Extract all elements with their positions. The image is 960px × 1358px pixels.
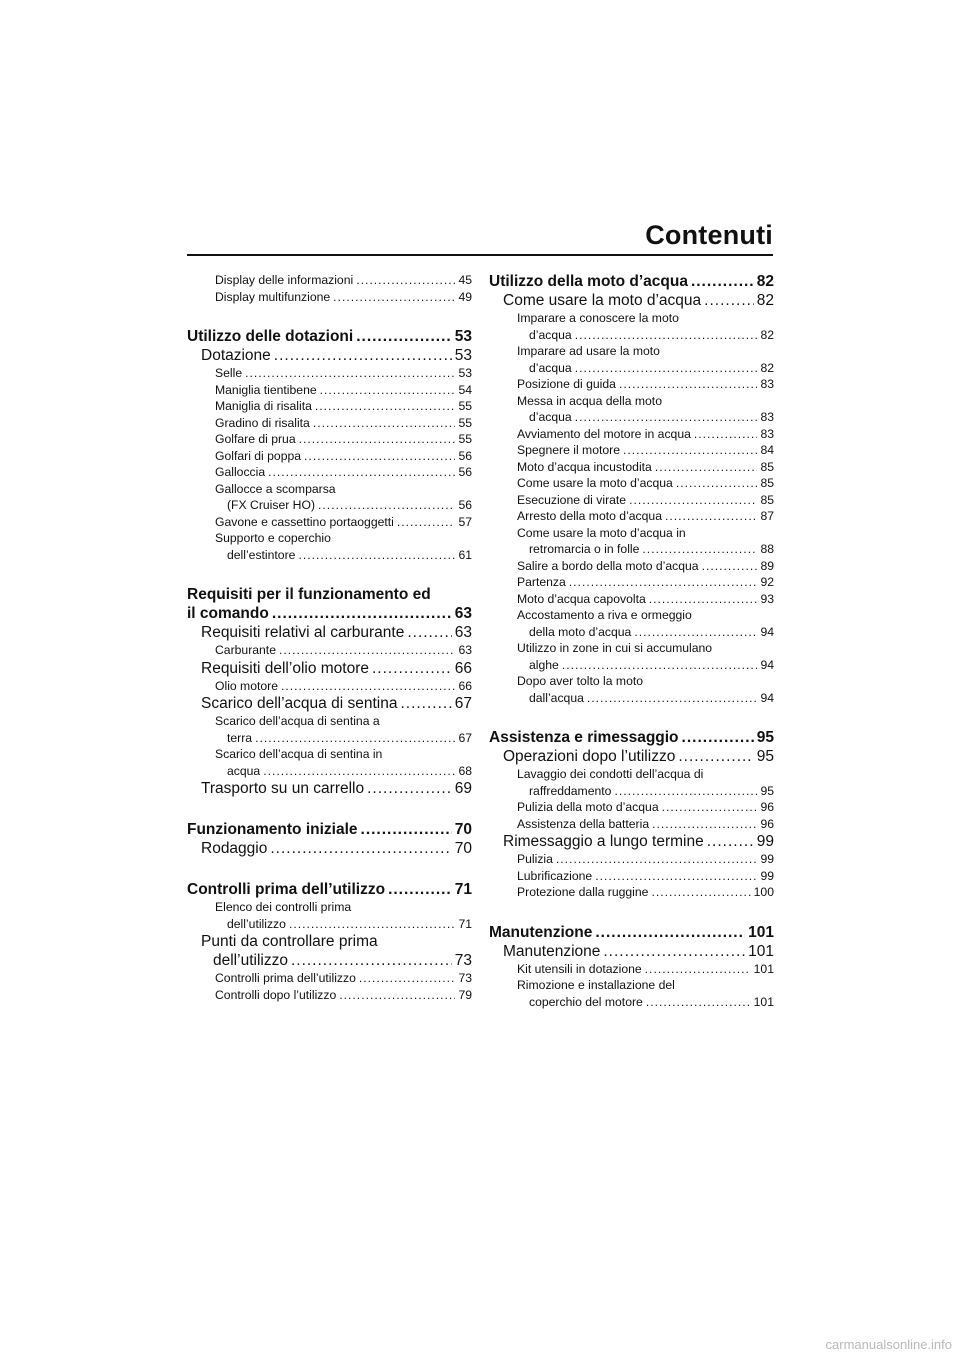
toc-entry-title: Pulizia <box>517 852 553 866</box>
toc-right-column <box>489 272 774 1010</box>
toc-entry[interactable] <box>489 673 774 706</box>
toc-page-number: 57 <box>458 514 472 529</box>
dot-leader <box>646 994 751 1011</box>
toc-entry-title: Controlli prima dell’utilizzo <box>215 971 356 985</box>
toc-page-number: 63 <box>454 624 472 641</box>
toc-entry-title: Gallocce a scomparsa <box>215 481 336 496</box>
toc-entry[interactable] <box>489 310 774 343</box>
toc-page-number: 93 <box>760 591 774 606</box>
toc-entry-title: Golfari di poppa <box>215 448 302 463</box>
toc-entry[interactable] <box>489 442 774 459</box>
dot-leader <box>556 851 758 868</box>
toc-page-number: 63 <box>454 605 472 622</box>
dot-leader <box>279 642 455 659</box>
toc-page-number: 82 <box>756 292 774 309</box>
dot-leader <box>397 514 456 531</box>
watermark-text: carmanualsonline.info <box>825 1337 952 1352</box>
toc-entry[interactable] <box>489 475 774 492</box>
toc-entry-title: Assistenza della batteria <box>517 816 650 831</box>
toc-page-number: 66 <box>458 678 472 693</box>
toc-entry[interactable] <box>187 623 472 642</box>
toc-entry[interactable] <box>187 713 472 746</box>
toc-page-number: 83 <box>760 377 774 391</box>
toc-entry-title: Selle <box>215 366 243 380</box>
toc-page-number: 71 <box>454 881 472 898</box>
toc-entry-title: dell’utilizzo <box>227 916 286 931</box>
toc-page-number: 70 <box>454 821 472 838</box>
toc-page-number: 69 <box>454 780 472 797</box>
toc-entry-title: Galloccia <box>215 465 266 479</box>
toc-entry[interactable] <box>489 640 774 673</box>
toc-entry-title: Accostamento a riva e ormeggio <box>517 608 692 622</box>
toc-page-number: 94 <box>760 657 774 672</box>
toc-entry[interactable] <box>187 987 472 1004</box>
toc-entry[interactable] <box>489 558 774 575</box>
toc-entry-title: dell’estintore <box>227 547 296 562</box>
toc-page-number: 99 <box>760 852 774 866</box>
toc-entry[interactable] <box>187 464 472 481</box>
toc-page-number: 87 <box>760 509 774 523</box>
toc-entry-title: Utilizzo delle dotazioni <box>187 328 354 345</box>
toc-entry-title: Imparare ad usare la moto <box>517 344 660 358</box>
toc-entry-title: coperchio del motore <box>529 994 643 1009</box>
toc-entry[interactable] <box>489 607 774 640</box>
toc-entry[interactable] <box>489 376 774 393</box>
toc-entry[interactable] <box>187 970 472 987</box>
dot-leader <box>407 623 451 642</box>
toc-entry-title: Controlli dopo l’utilizzo <box>215 987 337 1002</box>
toc-page-number: 70 <box>454 840 472 857</box>
toc-entry-title: Supporto e coperchio <box>215 531 331 545</box>
toc-entry-title: Scarico dell’acqua di sentina in <box>215 747 383 761</box>
toc-entry-title: Arresto della moto d’acqua <box>517 509 662 523</box>
dot-leader <box>299 431 456 448</box>
toc-page-number: 101 <box>753 994 774 1009</box>
dot-leader <box>315 398 456 415</box>
toc-entry[interactable] <box>187 448 472 465</box>
toc-page-number: 61 <box>458 547 472 562</box>
dot-leader <box>651 884 750 901</box>
toc-entry[interactable] <box>187 839 472 858</box>
toc-page-number: 55 <box>458 399 472 413</box>
toc-entry-title: (FX Cruiser HO) <box>227 498 316 512</box>
toc-entry[interactable] <box>489 343 774 376</box>
toc-page-number: 85 <box>760 492 774 507</box>
dot-leader <box>289 916 456 933</box>
toc-entry[interactable] <box>187 365 472 382</box>
toc-entry-title: Spegnere il motore <box>517 443 620 457</box>
toc-entry-title: Rodaggio <box>201 840 268 857</box>
toc-entry-title: acqua <box>227 763 261 778</box>
toc-entry-title: Avviamento del motore in acqua <box>517 426 691 441</box>
toc-entry-title: Come usare la moto d’acqua in <box>517 525 686 540</box>
dot-leader <box>575 409 758 426</box>
toc-entry-title: Scarico dell’acqua di sentina <box>201 695 398 712</box>
toc-entry-title: Requisiti dell’olio motore <box>201 659 369 677</box>
dot-leader <box>320 382 456 399</box>
dot-leader <box>649 591 758 608</box>
toc-entry[interactable] <box>187 346 472 365</box>
toc-page-number: 88 <box>760 542 774 556</box>
toc-page-number: 49 <box>458 289 472 304</box>
dot-leader <box>298 547 455 564</box>
dot-leader <box>255 730 455 747</box>
toc-page-number: 85 <box>760 459 774 474</box>
toc-left-column <box>187 272 472 1003</box>
toc-page-number: 99 <box>756 833 774 850</box>
toc-page-number: 82 <box>760 360 774 375</box>
toc-entry-title: Messa in acqua della moto <box>517 393 662 408</box>
toc-entry[interactable] <box>187 642 472 659</box>
dot-leader <box>575 360 758 377</box>
toc-entry[interactable] <box>187 779 472 798</box>
toc-entry[interactable] <box>187 289 472 306</box>
page-title: Contenuti <box>645 220 773 250</box>
dot-leader <box>662 799 758 816</box>
dot-leader <box>702 558 758 575</box>
toc-entry[interactable] <box>489 923 774 942</box>
toc-entry-title: alghe <box>529 657 559 672</box>
toc-entry-title: Lavaggio dei condotti dell’acqua di <box>517 767 704 781</box>
dot-leader <box>281 678 455 695</box>
toc-entry[interactable] <box>489 816 774 833</box>
toc-entry[interactable] <box>187 514 472 531</box>
toc-entry[interactable] <box>187 530 472 563</box>
toc-entry-title: Display delle informazioni <box>215 273 354 287</box>
toc-entry-title: il comando <box>187 605 269 622</box>
toc-entry[interactable] <box>489 426 774 443</box>
toc-page-number: 56 <box>458 448 472 463</box>
toc-entry-title: Dopo aver tolto la moto <box>517 674 644 688</box>
toc-entry-title: Manutenzione <box>503 942 601 960</box>
toc-page-number: 55 <box>458 432 472 446</box>
toc-entry[interactable] <box>187 382 472 399</box>
dot-leader <box>678 747 753 766</box>
toc-page-number: 94 <box>760 624 774 639</box>
toc-entry-title: Golfare di prua <box>215 432 296 446</box>
toc-page-number: 79 <box>458 987 472 1002</box>
toc-entry[interactable] <box>489 728 774 747</box>
toc-entry-title: terra <box>227 730 253 745</box>
dot-leader <box>268 464 455 481</box>
toc-entry-title: Punti da controllare prima <box>201 933 378 950</box>
toc-entry[interactable] <box>489 591 774 608</box>
toc-page-number: 83 <box>760 410 774 424</box>
toc-page-number: 53 <box>454 328 472 345</box>
toc-entry[interactable] <box>489 977 774 1010</box>
toc-page-number: 84 <box>760 443 774 457</box>
dot-leader <box>245 365 455 382</box>
toc-entry[interactable] <box>489 291 774 310</box>
toc-page-number: 101 <box>753 961 774 976</box>
toc-entry-title: Manutenzione <box>489 923 593 941</box>
dot-leader <box>595 868 757 885</box>
dot-leader <box>595 923 745 942</box>
dot-leader <box>339 987 455 1004</box>
dot-leader <box>575 327 758 344</box>
toc-entry-title: Come usare la moto d’acqua <box>503 292 702 309</box>
toc-page-number: 94 <box>760 690 774 705</box>
toc-entry-title: Utilizzo in zone in cui si accumulano <box>517 641 713 655</box>
toc-entry-title: Maniglia di risalita <box>215 399 312 413</box>
toc-page-number: 45 <box>458 273 472 287</box>
toc-entry-title: Imparare a conoscere la moto <box>517 311 679 325</box>
toc-page-number: 96 <box>760 800 774 814</box>
toc-entry-title: Requisiti relativi al carburante <box>201 624 405 641</box>
toc-entry[interactable] <box>489 832 774 851</box>
toc-entry[interactable] <box>489 942 774 961</box>
toc-entry[interactable] <box>187 932 472 970</box>
dot-leader <box>676 475 758 492</box>
dot-leader <box>270 839 451 858</box>
toc-entry-title: Carburante <box>215 643 276 657</box>
toc-entry[interactable] <box>187 327 472 346</box>
dot-leader <box>356 327 452 346</box>
toc-entry[interactable] <box>489 851 774 868</box>
toc-entry-title: dell’utilizzo <box>213 952 288 969</box>
toc-entry[interactable] <box>187 899 472 932</box>
toc-page-number: 71 <box>458 916 472 931</box>
toc-page-number: 89 <box>760 558 774 573</box>
toc-page-number: 66 <box>454 659 472 677</box>
toc-entry-title: Rimessaggio a lungo termine <box>503 833 704 850</box>
toc-page-number: 73 <box>458 971 472 985</box>
toc-entry[interactable] <box>187 272 472 289</box>
dot-leader <box>388 880 452 899</box>
toc-entry[interactable] <box>187 431 472 448</box>
toc-entry-title: Moto d’acqua capovolta <box>517 591 646 606</box>
dot-leader <box>304 448 455 465</box>
toc-entry-title: Come usare la moto d’acqua <box>517 476 673 490</box>
toc-entry-title: Moto d’acqua incustodita <box>517 459 652 474</box>
dot-leader <box>629 492 757 509</box>
toc-entry-title: Scarico dell’acqua di sentina a <box>215 714 380 728</box>
dot-leader <box>619 376 758 393</box>
dot-leader <box>372 659 452 678</box>
toc-entry[interactable] <box>489 884 774 901</box>
dot-leader <box>313 415 456 432</box>
toc-entry-title: Funzionamento iniziale <box>187 821 358 838</box>
toc-entry[interactable] <box>489 961 774 978</box>
toc-page-number: 96 <box>760 816 774 831</box>
dot-leader <box>634 624 757 641</box>
dot-leader <box>707 832 754 851</box>
toc-page-number: 92 <box>760 575 774 589</box>
toc-page-number: 68 <box>458 763 472 778</box>
toc-page-number: 101 <box>748 942 774 960</box>
dot-leader <box>614 783 757 800</box>
toc-entry-title: Olio motore <box>215 678 278 693</box>
toc-entry-title: raffreddamento <box>529 783 612 798</box>
dot-leader <box>569 574 758 591</box>
toc-page-number: 95 <box>756 748 774 765</box>
dot-leader <box>361 820 452 839</box>
toc-entry[interactable] <box>489 747 774 766</box>
dot-leader <box>704 291 754 310</box>
dot-leader <box>623 442 757 459</box>
dot-leader <box>367 779 452 798</box>
toc-entry[interactable] <box>489 868 774 885</box>
toc-page-number: 73 <box>454 952 472 969</box>
toc-entry[interactable] <box>187 585 472 623</box>
title-divider <box>187 254 773 256</box>
toc-entry[interactable] <box>489 799 774 816</box>
toc-entry[interactable] <box>489 492 774 509</box>
toc-page-number: 56 <box>458 498 472 512</box>
toc-page-number: 101 <box>748 923 774 941</box>
toc-page-number: 56 <box>458 465 472 479</box>
toc-entry-title: Gradino di risalita <box>215 415 310 430</box>
toc-entry[interactable] <box>489 574 774 591</box>
dot-leader <box>694 426 758 443</box>
toc-entry[interactable] <box>489 766 774 799</box>
toc-entry-title: Protezione dalla ruggine <box>517 885 649 899</box>
toc-entry[interactable] <box>187 880 472 899</box>
dot-leader <box>263 763 455 780</box>
toc-entry-title: Assistenza e rimessaggio <box>489 729 679 746</box>
toc-page-number: 67 <box>458 730 472 745</box>
toc-entry-title: Posizione di guida <box>517 377 616 391</box>
dot-leader <box>603 942 745 961</box>
toc-entry[interactable] <box>187 820 472 839</box>
toc-entry[interactable] <box>187 481 472 514</box>
toc-entry[interactable] <box>187 694 472 713</box>
toc-entry-title: d’acqua <box>529 410 572 424</box>
toc-entry-title: Rimozione e installazione del <box>517 978 675 992</box>
toc-page-number: 95 <box>760 783 774 798</box>
toc-page-number: 54 <box>458 382 472 397</box>
dot-leader <box>356 272 455 289</box>
toc-entry[interactable] <box>489 459 774 476</box>
dot-leader <box>333 289 455 306</box>
toc-entry[interactable] <box>489 393 774 426</box>
toc-entry-title: d’acqua <box>529 360 572 375</box>
dot-leader <box>274 346 452 365</box>
dot-leader <box>652 816 757 833</box>
toc-entry-title: Pulizia della moto d’acqua <box>517 800 659 814</box>
dot-leader <box>665 508 757 525</box>
toc-entry-title: Salire a bordo della moto d’acqua <box>517 558 699 573</box>
toc-page-number: 83 <box>760 426 774 441</box>
dot-leader <box>272 604 452 623</box>
toc-entry-title: Kit utensili in dotazione <box>517 961 642 976</box>
toc-page-number: 63 <box>458 643 472 657</box>
toc-entry-title: Elenco dei controlli prima <box>215 900 352 914</box>
toc-page-number: 100 <box>753 885 774 899</box>
dot-leader <box>691 272 754 291</box>
dot-leader <box>291 951 452 970</box>
toc-entry-title: Dotazione <box>201 347 271 364</box>
toc-entry-title: d’acqua <box>529 327 572 342</box>
dot-leader <box>642 541 757 558</box>
dot-leader <box>655 459 758 476</box>
toc-entry-title: Display multifunzione <box>215 289 331 304</box>
toc-page-number: 55 <box>458 415 472 430</box>
toc-entry[interactable] <box>489 525 774 558</box>
dot-leader <box>587 690 758 707</box>
toc-entry[interactable] <box>187 678 472 695</box>
toc-entry-title: retromarcia o in folle <box>529 542 640 556</box>
toc-page-number: 67 <box>454 695 472 712</box>
toc-entry-title: Controlli prima dell’utilizzo <box>187 881 386 898</box>
toc-entry-title: della moto d’acqua <box>529 624 632 639</box>
toc-page-number: 82 <box>760 327 774 342</box>
toc-entry-title: Maniglia tientibene <box>215 382 317 397</box>
dot-leader <box>682 728 754 747</box>
toc-page-number: 99 <box>760 868 774 883</box>
toc-page-number: 85 <box>760 476 774 490</box>
dot-leader <box>562 657 758 674</box>
toc-entry[interactable] <box>489 508 774 525</box>
toc-entry-title: Utilizzo della moto d’acqua <box>489 273 688 290</box>
toc-entry[interactable] <box>187 746 472 779</box>
toc-entry-title: Trasporto su un carrello <box>201 780 365 797</box>
toc-entry-title: Requisiti per il funzionamento ed <box>187 586 431 603</box>
dot-leader <box>645 961 751 978</box>
toc-entry-title: Esecuzione di virate <box>517 492 627 507</box>
dot-leader <box>318 497 455 514</box>
toc-entry-title: Lubrificazione <box>517 868 593 883</box>
toc-entry-title: dall’acqua <box>529 690 584 705</box>
toc-entry-title: Gavone e cassettino portaoggetti <box>215 514 394 529</box>
toc-page-number: 53 <box>454 347 472 364</box>
toc-page-number: 82 <box>756 273 774 290</box>
toc-entry-title: Operazioni dopo l’utilizzo <box>503 748 676 765</box>
dot-leader <box>400 694 451 713</box>
dot-leader <box>359 970 456 987</box>
toc-entry-title: Partenza <box>517 575 566 589</box>
toc-entry[interactable] <box>187 415 472 432</box>
toc-entry[interactable] <box>187 659 472 678</box>
toc-page-number: 53 <box>458 366 472 380</box>
toc-entry[interactable] <box>187 398 472 415</box>
toc-entry[interactable] <box>489 272 774 291</box>
toc-page-number: 95 <box>756 729 774 746</box>
